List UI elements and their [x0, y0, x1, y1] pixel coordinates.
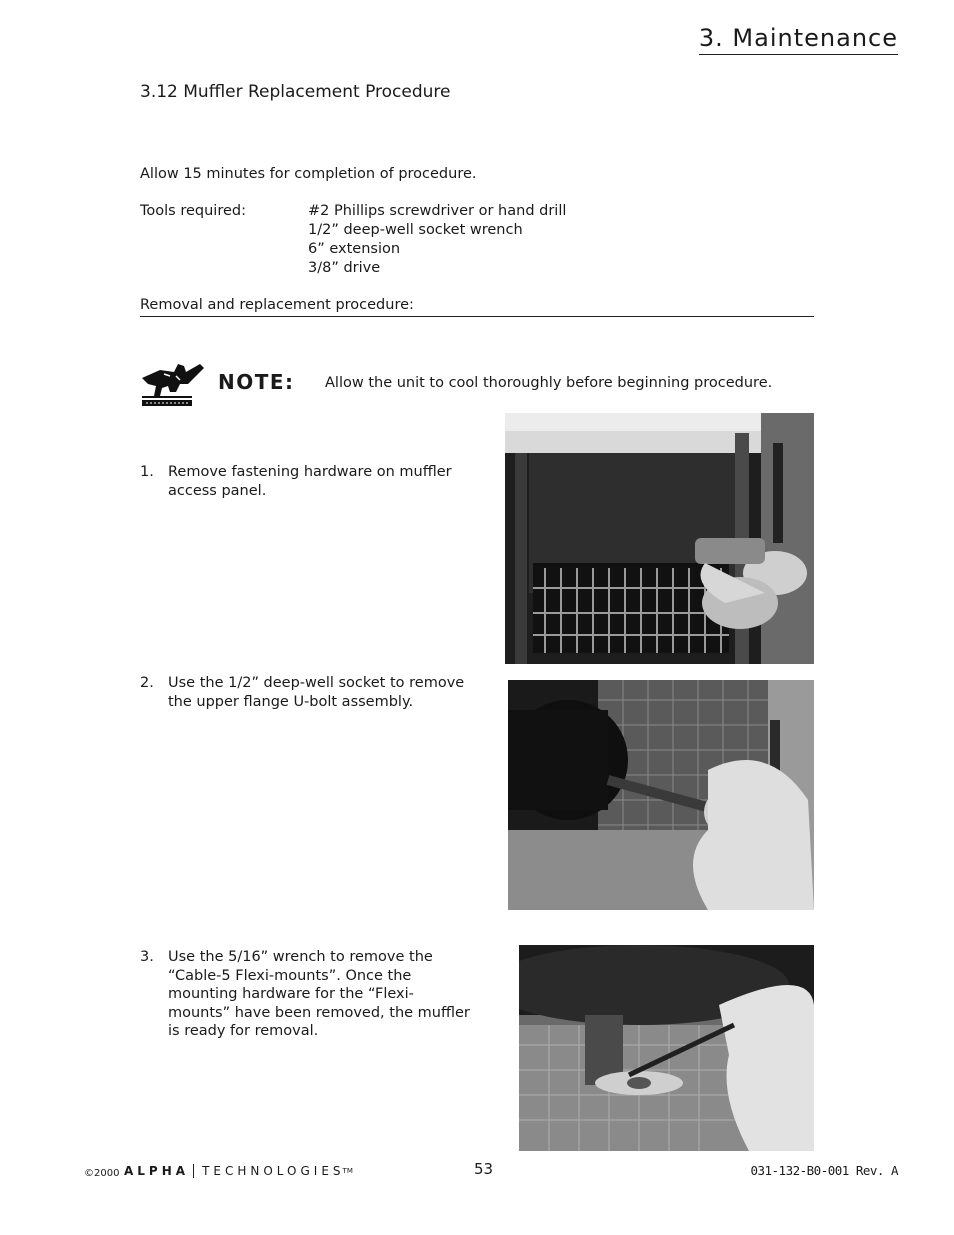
step-1 [140, 463, 490, 500]
trademark: TM [342, 1167, 353, 1175]
step-number: 3. [140, 949, 154, 965]
tool-item: 1/2” deep-well socket wrench [308, 222, 523, 238]
step-number: 2. [140, 675, 154, 691]
procedure-heading: Removal and replacement procedure: [140, 297, 414, 313]
access-panel-photo [505, 413, 814, 664]
tools-label: Tools required: [140, 203, 246, 219]
tool-item: 3/8” drive [308, 260, 381, 276]
u-bolt-photo [508, 680, 814, 910]
step-3 [140, 948, 470, 1041]
tool-item: #2 Phillips screwdriver or hand drill [308, 203, 567, 219]
step-text: Use the 1/2” deep-well socket to remove the upper flange U-bolt assembly. [168, 675, 465, 710]
hand-warning-icon [140, 362, 206, 408]
tools-list [308, 202, 566, 278]
note-text: Allow the unit to cool thoroughly before beginning procedure. [325, 375, 773, 391]
divider [140, 316, 814, 317]
tool-item: 6” extension [308, 241, 401, 257]
document-number: 031-132-B0-001 Rev. A [750, 1163, 898, 1178]
time-estimate: Allow 15 minutes for completion of procedure. [140, 166, 477, 182]
copyright: ©2000 [84, 1168, 120, 1179]
section-title: 3.12 Muffler Replacement Procedure [140, 82, 451, 102]
brand-alpha: ALPHA [124, 1164, 190, 1178]
page-number: 53 [474, 1160, 494, 1178]
chapter-heading: 3. Maintenance [699, 24, 898, 55]
step-text: Use the 5/16” wrench to remove the “Cable-5 Flexi-mounts”. Once the mounting hardware for the “Flexi-mounts” have been removed, the muffler is ready for removal. [168, 949, 470, 1040]
step-text: Remove fastening hardware on muffler access panel. [168, 464, 452, 499]
flexi-mount-photo [519, 945, 814, 1151]
step-2 [140, 674, 490, 711]
brand-technologies: TECHNOLOGIES [202, 1164, 345, 1178]
step-number: 1. [140, 464, 154, 480]
alpha-technologies-logo [124, 1164, 353, 1178]
brand-separator [193, 1164, 194, 1178]
note-label: NOTE: [218, 370, 295, 394]
